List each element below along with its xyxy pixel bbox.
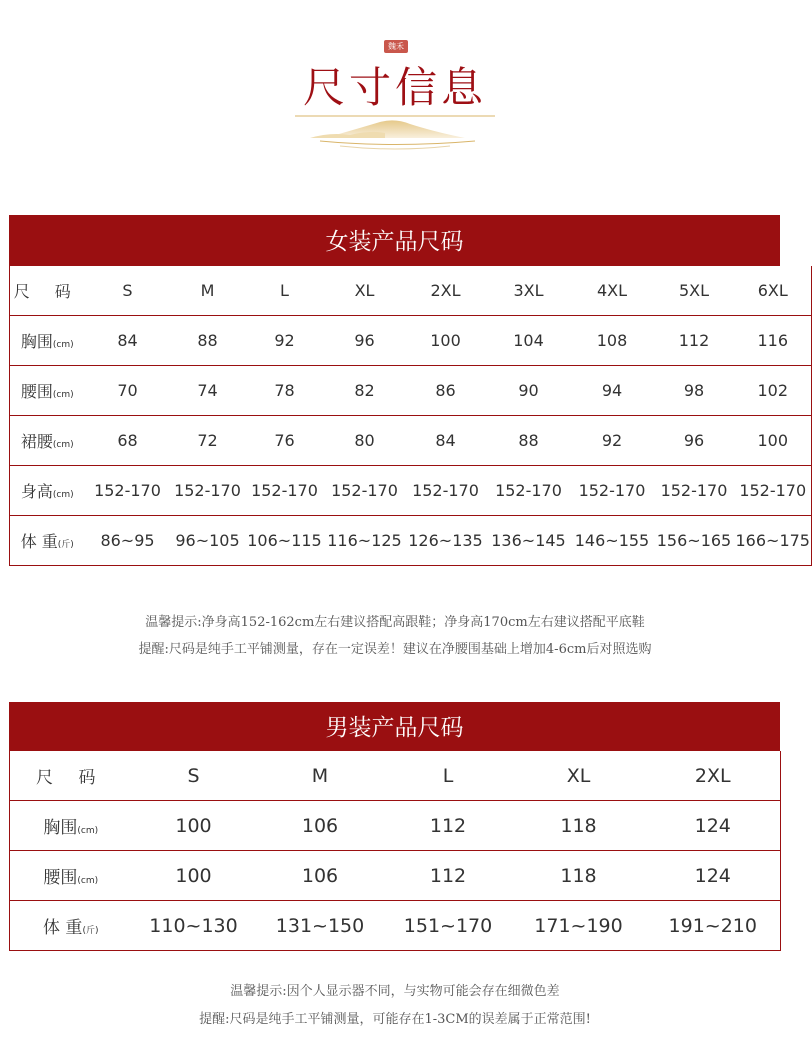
size-header: 5XL — [654, 266, 735, 316]
table-cell: 82 — [325, 366, 405, 416]
table-cell: 116~125 — [325, 516, 405, 566]
table-row — [10, 901, 781, 951]
size-header: L — [245, 266, 325, 316]
table-cell: 90 — [487, 366, 571, 416]
table-cell: 76 — [245, 416, 325, 466]
men-tip-note: 温馨提示:因个人显示器不同，与实物可能会存在细微色差 — [230, 984, 560, 999]
table-cell: 92 — [245, 316, 325, 366]
page-header — [0, 0, 790, 170]
table-cell: 152-170 — [487, 466, 571, 516]
table-cell: 126~135 — [405, 516, 487, 566]
table-row — [10, 416, 812, 466]
table-row — [10, 466, 812, 516]
row-label: 体 重(斤) — [10, 901, 132, 951]
row-label: 裙腰(cm) — [10, 416, 85, 466]
table-cell: 96 — [654, 416, 735, 466]
table-cell: 156~165 — [654, 516, 735, 566]
table-cell: 100 — [132, 801, 256, 851]
table-cell: 166~175 — [735, 516, 812, 566]
size-header: 4XL — [571, 266, 654, 316]
table-row — [10, 516, 812, 566]
table-cell: 152-170 — [571, 466, 654, 516]
row-label: 体 重(斤) — [10, 516, 85, 566]
size-header: XL — [325, 266, 405, 316]
size-header: 6XL — [735, 266, 812, 316]
table-cell: 72 — [171, 416, 245, 466]
row-label: 身高(cm) — [10, 466, 85, 516]
table-cell: 152-170 — [245, 466, 325, 516]
table-row — [10, 851, 781, 901]
table-cell: 80 — [325, 416, 405, 466]
table-row — [10, 751, 781, 801]
table-cell: 100 — [405, 316, 487, 366]
table-cell: 96~105 — [171, 516, 245, 566]
table-cell: 74 — [171, 366, 245, 416]
table-cell: 152-170 — [735, 466, 812, 516]
table-cell: 110~130 — [132, 901, 256, 951]
row-label: 尺 码 — [10, 266, 85, 316]
table-cell: 100 — [132, 851, 256, 901]
table-cell: 171~190 — [512, 901, 646, 951]
table-cell: 92 — [571, 416, 654, 466]
women-tip-note: 温馨提示:净身高152-162cm左右建议搭配高跟鞋；净身高170cm左右建议搭配平底鞋 — [145, 615, 645, 630]
table-cell: 112 — [385, 851, 512, 901]
table-cell: 88 — [487, 416, 571, 466]
row-label: 胸围(cm) — [10, 801, 132, 851]
size-header: 3XL — [487, 266, 571, 316]
women-reminder-note: 提醒:尺码是纯手工平铺测量，存在一定误差！建议在净腰围基础上增加4-6cm后对照选购 — [138, 642, 652, 657]
table-cell: 151~170 — [385, 901, 512, 951]
table-cell: 152-170 — [171, 466, 245, 516]
table-cell: 84 — [85, 316, 171, 366]
size-header: M — [256, 751, 385, 801]
table-cell: 104 — [487, 316, 571, 366]
page-title: 尺寸信息 — [302, 63, 487, 112]
table-cell: 191~210 — [646, 901, 781, 951]
table-cell: 108 — [571, 316, 654, 366]
table-row — [10, 266, 812, 316]
mountain-ornament — [290, 108, 500, 158]
table-row — [10, 316, 812, 366]
row-label: 腰围(cm) — [10, 851, 132, 901]
table-cell: 106~115 — [245, 516, 325, 566]
table-cell: 70 — [85, 366, 171, 416]
size-header: S — [85, 266, 171, 316]
table-cell: 88 — [171, 316, 245, 366]
women-size-title: 女装产品尺码 — [9, 215, 780, 266]
row-label: 尺 码 — [10, 751, 132, 801]
table-cell: 100 — [735, 416, 812, 466]
table-cell: 78 — [245, 366, 325, 416]
table-cell: 124 — [646, 851, 781, 901]
table-cell: 98 — [654, 366, 735, 416]
size-header: 2XL — [405, 266, 487, 316]
men-size-title: 男装产品尺码 — [9, 702, 780, 751]
table-cell: 116 — [735, 316, 812, 366]
table-row — [10, 801, 781, 851]
size-header: S — [132, 751, 256, 801]
table-cell: 124 — [646, 801, 781, 851]
table-cell: 84 — [405, 416, 487, 466]
table-cell: 136~145 — [487, 516, 571, 566]
table-cell: 131~150 — [256, 901, 385, 951]
table-cell: 106 — [256, 801, 385, 851]
table-row — [10, 366, 812, 416]
men-reminder-note: 提醒:尺码是纯手工平铺测量，可能存在1-3CM的误差属于正常范围! — [199, 1012, 591, 1027]
size-header: 2XL — [646, 751, 781, 801]
table-cell: 152-170 — [325, 466, 405, 516]
table-cell: 86 — [405, 366, 487, 416]
size-header: XL — [512, 751, 646, 801]
table-cell: 146~155 — [571, 516, 654, 566]
women-size-table — [9, 266, 812, 566]
table-cell: 94 — [571, 366, 654, 416]
table-cell: 118 — [512, 801, 646, 851]
seal-stamp: 魏禾 — [384, 40, 408, 53]
table-cell: 112 — [654, 316, 735, 366]
table-cell: 112 — [385, 801, 512, 851]
table-cell: 106 — [256, 851, 385, 901]
size-header: M — [171, 266, 245, 316]
table-cell: 96 — [325, 316, 405, 366]
table-cell: 68 — [85, 416, 171, 466]
row-label: 胸围(cm) — [10, 316, 85, 366]
table-cell: 118 — [512, 851, 646, 901]
size-header: L — [385, 751, 512, 801]
table-cell: 102 — [735, 366, 812, 416]
table-cell: 152-170 — [405, 466, 487, 516]
table-cell: 152-170 — [654, 466, 735, 516]
table-cell: 86~95 — [85, 516, 171, 566]
table-cell: 152-170 — [85, 466, 171, 516]
row-label: 腰围(cm) — [10, 366, 85, 416]
men-size-table — [9, 751, 781, 951]
